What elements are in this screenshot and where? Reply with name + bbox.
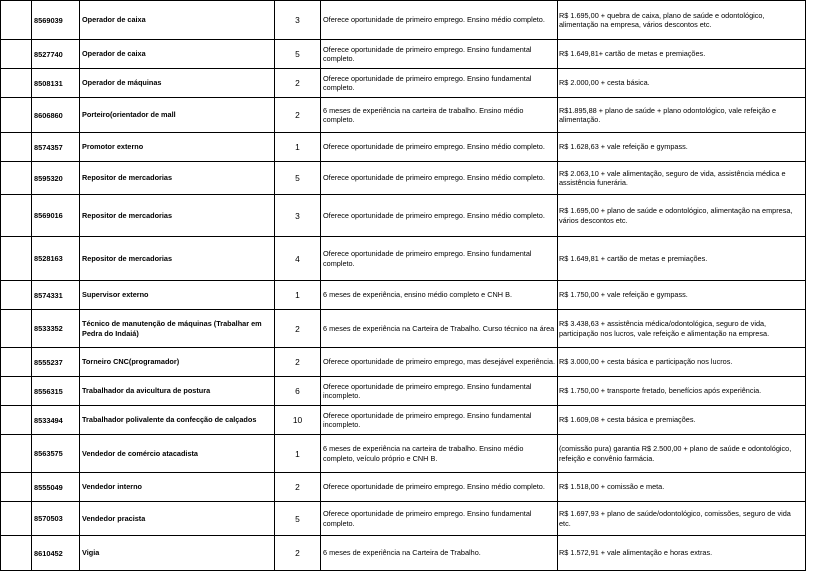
- row-margin-cell: [1, 502, 32, 536]
- job-title: Trabalhador polivalente da confecção de calçados: [80, 406, 275, 435]
- row-margin-cell: [1, 435, 32, 473]
- job-benefits: R$ 1.649,81+ cartão de metas e premiações.: [558, 40, 806, 69]
- table-row: [1, 1, 806, 40]
- job-code: 8595320: [32, 162, 80, 195]
- job-benefits: R$ 1.649,81 + cartão de metas e premiações.: [558, 237, 806, 281]
- job-vacancies: 6: [275, 377, 321, 406]
- job-benefits: R$ 1.695,00 + plano de saúde e odontológico, alimentação na empresa, vários descontos etc.: [558, 195, 806, 237]
- table-row: [1, 237, 806, 281]
- job-requirements: 6 meses de experiência na Carteira de Trabalho.: [321, 536, 558, 571]
- job-benefits: R$ 3.438,63 + assistência médica/odontológica, seguro de vida, participação nos lucros, vale refeição e alimentação na empresa.: [558, 310, 806, 348]
- job-title: Repositor de mercadorias: [80, 195, 275, 237]
- job-benefits: R$ 1.697,93 + plano de saúde/odontológico, comissões, seguro de vida etc.: [558, 502, 806, 536]
- job-code: 8533494: [32, 406, 80, 435]
- job-benefits: R$ 2.000,00 + cesta básica.: [558, 69, 806, 98]
- job-code: 8606860: [32, 98, 80, 133]
- table-row: [1, 348, 806, 377]
- job-code: 8555049: [32, 473, 80, 502]
- row-margin-cell: [1, 1, 32, 40]
- job-vacancies: 1: [275, 281, 321, 310]
- table-row: [1, 98, 806, 133]
- job-vacancies: 5: [275, 40, 321, 69]
- job-title: Vendedor interno: [80, 473, 275, 502]
- job-title: Vendedor pracista: [80, 502, 275, 536]
- job-benefits: R$ 1.750,00 + transporte fretado, benefícios após experiência.: [558, 377, 806, 406]
- job-code: 8528163: [32, 237, 80, 281]
- job-title: Promotor externo: [80, 133, 275, 162]
- job-title: Trabalhador da avicultura de postura: [80, 377, 275, 406]
- job-requirements: 6 meses de experiência na Carteira de Trabalho. Curso técnico na área: [321, 310, 558, 348]
- job-code: 8569016: [32, 195, 80, 237]
- job-code: 8574331: [32, 281, 80, 310]
- job-benefits: R$ 3.000,00 + cesta básica e participação nos lucros.: [558, 348, 806, 377]
- job-requirements: Oferece oportunidade de primeiro emprego, mas desejável experiência.: [321, 348, 558, 377]
- job-title: Operador de caixa: [80, 40, 275, 69]
- table-row: [1, 536, 806, 571]
- job-code: 8610452: [32, 536, 80, 571]
- job-requirements: Oferece oportunidade de primeiro emprego. Ensino médio completo.: [321, 1, 558, 40]
- job-benefits: R$ 2.063,10 + vale alimentação, seguro de vida, assistência médica e assistência funerária.: [558, 162, 806, 195]
- row-margin-cell: [1, 281, 32, 310]
- job-requirements: Oferece oportunidade de primeiro emprego. Ensino médio completo.: [321, 195, 558, 237]
- job-benefits: R$ 1.750,00 + vale refeição e gympass.: [558, 281, 806, 310]
- row-margin-cell: [1, 310, 32, 348]
- job-code: 8563575: [32, 435, 80, 473]
- job-vacancies: 2: [275, 536, 321, 571]
- job-requirements: 6 meses de experiência na carteira de trabalho. Ensino médio completo.: [321, 98, 558, 133]
- job-vacancies: 3: [275, 195, 321, 237]
- job-requirements: Oferece oportunidade de primeiro emprego. Ensino médio completo.: [321, 162, 558, 195]
- row-margin-cell: [1, 348, 32, 377]
- job-requirements: Oferece oportunidade de primeiro emprego. Ensino fundamental incompleto.: [321, 406, 558, 435]
- job-title: Operador de máquinas: [80, 69, 275, 98]
- job-benefits: R$ 1.609,08 + cesta básica e premiações.: [558, 406, 806, 435]
- job-vacancies: 5: [275, 162, 321, 195]
- job-vacancies: 1: [275, 435, 321, 473]
- job-title: Operador de caixa: [80, 1, 275, 40]
- table-row: [1, 195, 806, 237]
- job-requirements: Oferece oportunidade de primeiro emprego. Ensino fundamental completo.: [321, 69, 558, 98]
- row-margin-cell: [1, 40, 32, 69]
- row-margin-cell: [1, 237, 32, 281]
- job-code: 8574357: [32, 133, 80, 162]
- job-title: Técnico de manutenção de máquinas (Trabalhar em Pedra do Indaiá): [80, 310, 275, 348]
- row-margin-cell: [1, 536, 32, 571]
- table-row: [1, 473, 806, 502]
- job-vacancies: 3: [275, 1, 321, 40]
- job-code: 8533352: [32, 310, 80, 348]
- table-row: [1, 310, 806, 348]
- row-margin-cell: [1, 406, 32, 435]
- job-requirements: Oferece oportunidade de primeiro emprego. Ensino fundamental completo.: [321, 40, 558, 69]
- job-requirements: Oferece oportunidade de primeiro emprego. Ensino fundamental completo.: [321, 237, 558, 281]
- job-requirements: Oferece oportunidade de primeiro emprego. Ensino fundamental completo.: [321, 502, 558, 536]
- row-margin-cell: [1, 98, 32, 133]
- job-code: 8556315: [32, 377, 80, 406]
- table-row: [1, 281, 806, 310]
- row-margin-cell: [1, 69, 32, 98]
- job-benefits: R$1.895,88 + plano de saúde + plano odontológico, vale refeição e alimentação.: [558, 98, 806, 133]
- job-vacancies: 1: [275, 133, 321, 162]
- row-margin-cell: [1, 133, 32, 162]
- row-margin-cell: [1, 473, 32, 502]
- table-row: [1, 406, 806, 435]
- job-benefits: (comissão pura) garantia R$ 2.500,00 + plano de saúde e odontológico, refeição e convênio farmácia.: [558, 435, 806, 473]
- table-row: [1, 377, 806, 406]
- job-title: Repositor de mercadorias: [80, 237, 275, 281]
- job-title: Repositor de mercadorias: [80, 162, 275, 195]
- job-title: Supervisor externo: [80, 281, 275, 310]
- job-requirements: 6 meses de experiência na carteira de trabalho. Ensino médio completo, veículo próprio e CNH B.: [321, 435, 558, 473]
- job-vacancies: 2: [275, 348, 321, 377]
- job-title: Vendedor de comércio atacadista: [80, 435, 275, 473]
- table-row: [1, 162, 806, 195]
- job-requirements: Oferece oportunidade de primeiro emprego. Ensino médio completo.: [321, 473, 558, 502]
- row-margin-cell: [1, 195, 32, 237]
- job-code: 8555237: [32, 348, 80, 377]
- table-row: [1, 502, 806, 536]
- job-vacancies: 2: [275, 98, 321, 133]
- table-row: [1, 69, 806, 98]
- job-benefits: R$ 1.628,63 + vale refeição e gympass.: [558, 133, 806, 162]
- job-code: 8508131: [32, 69, 80, 98]
- job-benefits: R$ 1.518,00 + comissão e meta.: [558, 473, 806, 502]
- job-title: Torneiro CNC(programador): [80, 348, 275, 377]
- table-row: [1, 435, 806, 473]
- job-vacancies: 5: [275, 502, 321, 536]
- job-title: Vigia: [80, 536, 275, 571]
- job-vacancies: 2: [275, 69, 321, 98]
- job-benefits: R$ 1.572,91 + vale alimentação e horas extras.: [558, 536, 806, 571]
- job-code: 8569039: [32, 1, 80, 40]
- job-vacancies: 10: [275, 406, 321, 435]
- job-vacancies: 2: [275, 473, 321, 502]
- job-vacancies: 4: [275, 237, 321, 281]
- table-row: [1, 133, 806, 162]
- job-code: 8527740: [32, 40, 80, 69]
- job-title: Porteiro(orientador de mall: [80, 98, 275, 133]
- job-code: 8570503: [32, 502, 80, 536]
- job-vacancies: 2: [275, 310, 321, 348]
- table-row: [1, 40, 806, 69]
- row-margin-cell: [1, 377, 32, 406]
- job-requirements: Oferece oportunidade de primeiro emprego. Ensino fundamental incompleto.: [321, 377, 558, 406]
- job-requirements: 6 meses de experiência, ensino médio completo e CNH B.: [321, 281, 558, 310]
- job-requirements: Oferece oportunidade de primeiro emprego. Ensino médio completo.: [321, 133, 558, 162]
- job-listings-body: [1, 1, 806, 571]
- row-margin-cell: [1, 162, 32, 195]
- job-benefits: R$ 1.695,00 + quebra de caixa, plano de saúde e odontológico, alimentação na empresa, vários descontos etc.: [558, 1, 806, 40]
